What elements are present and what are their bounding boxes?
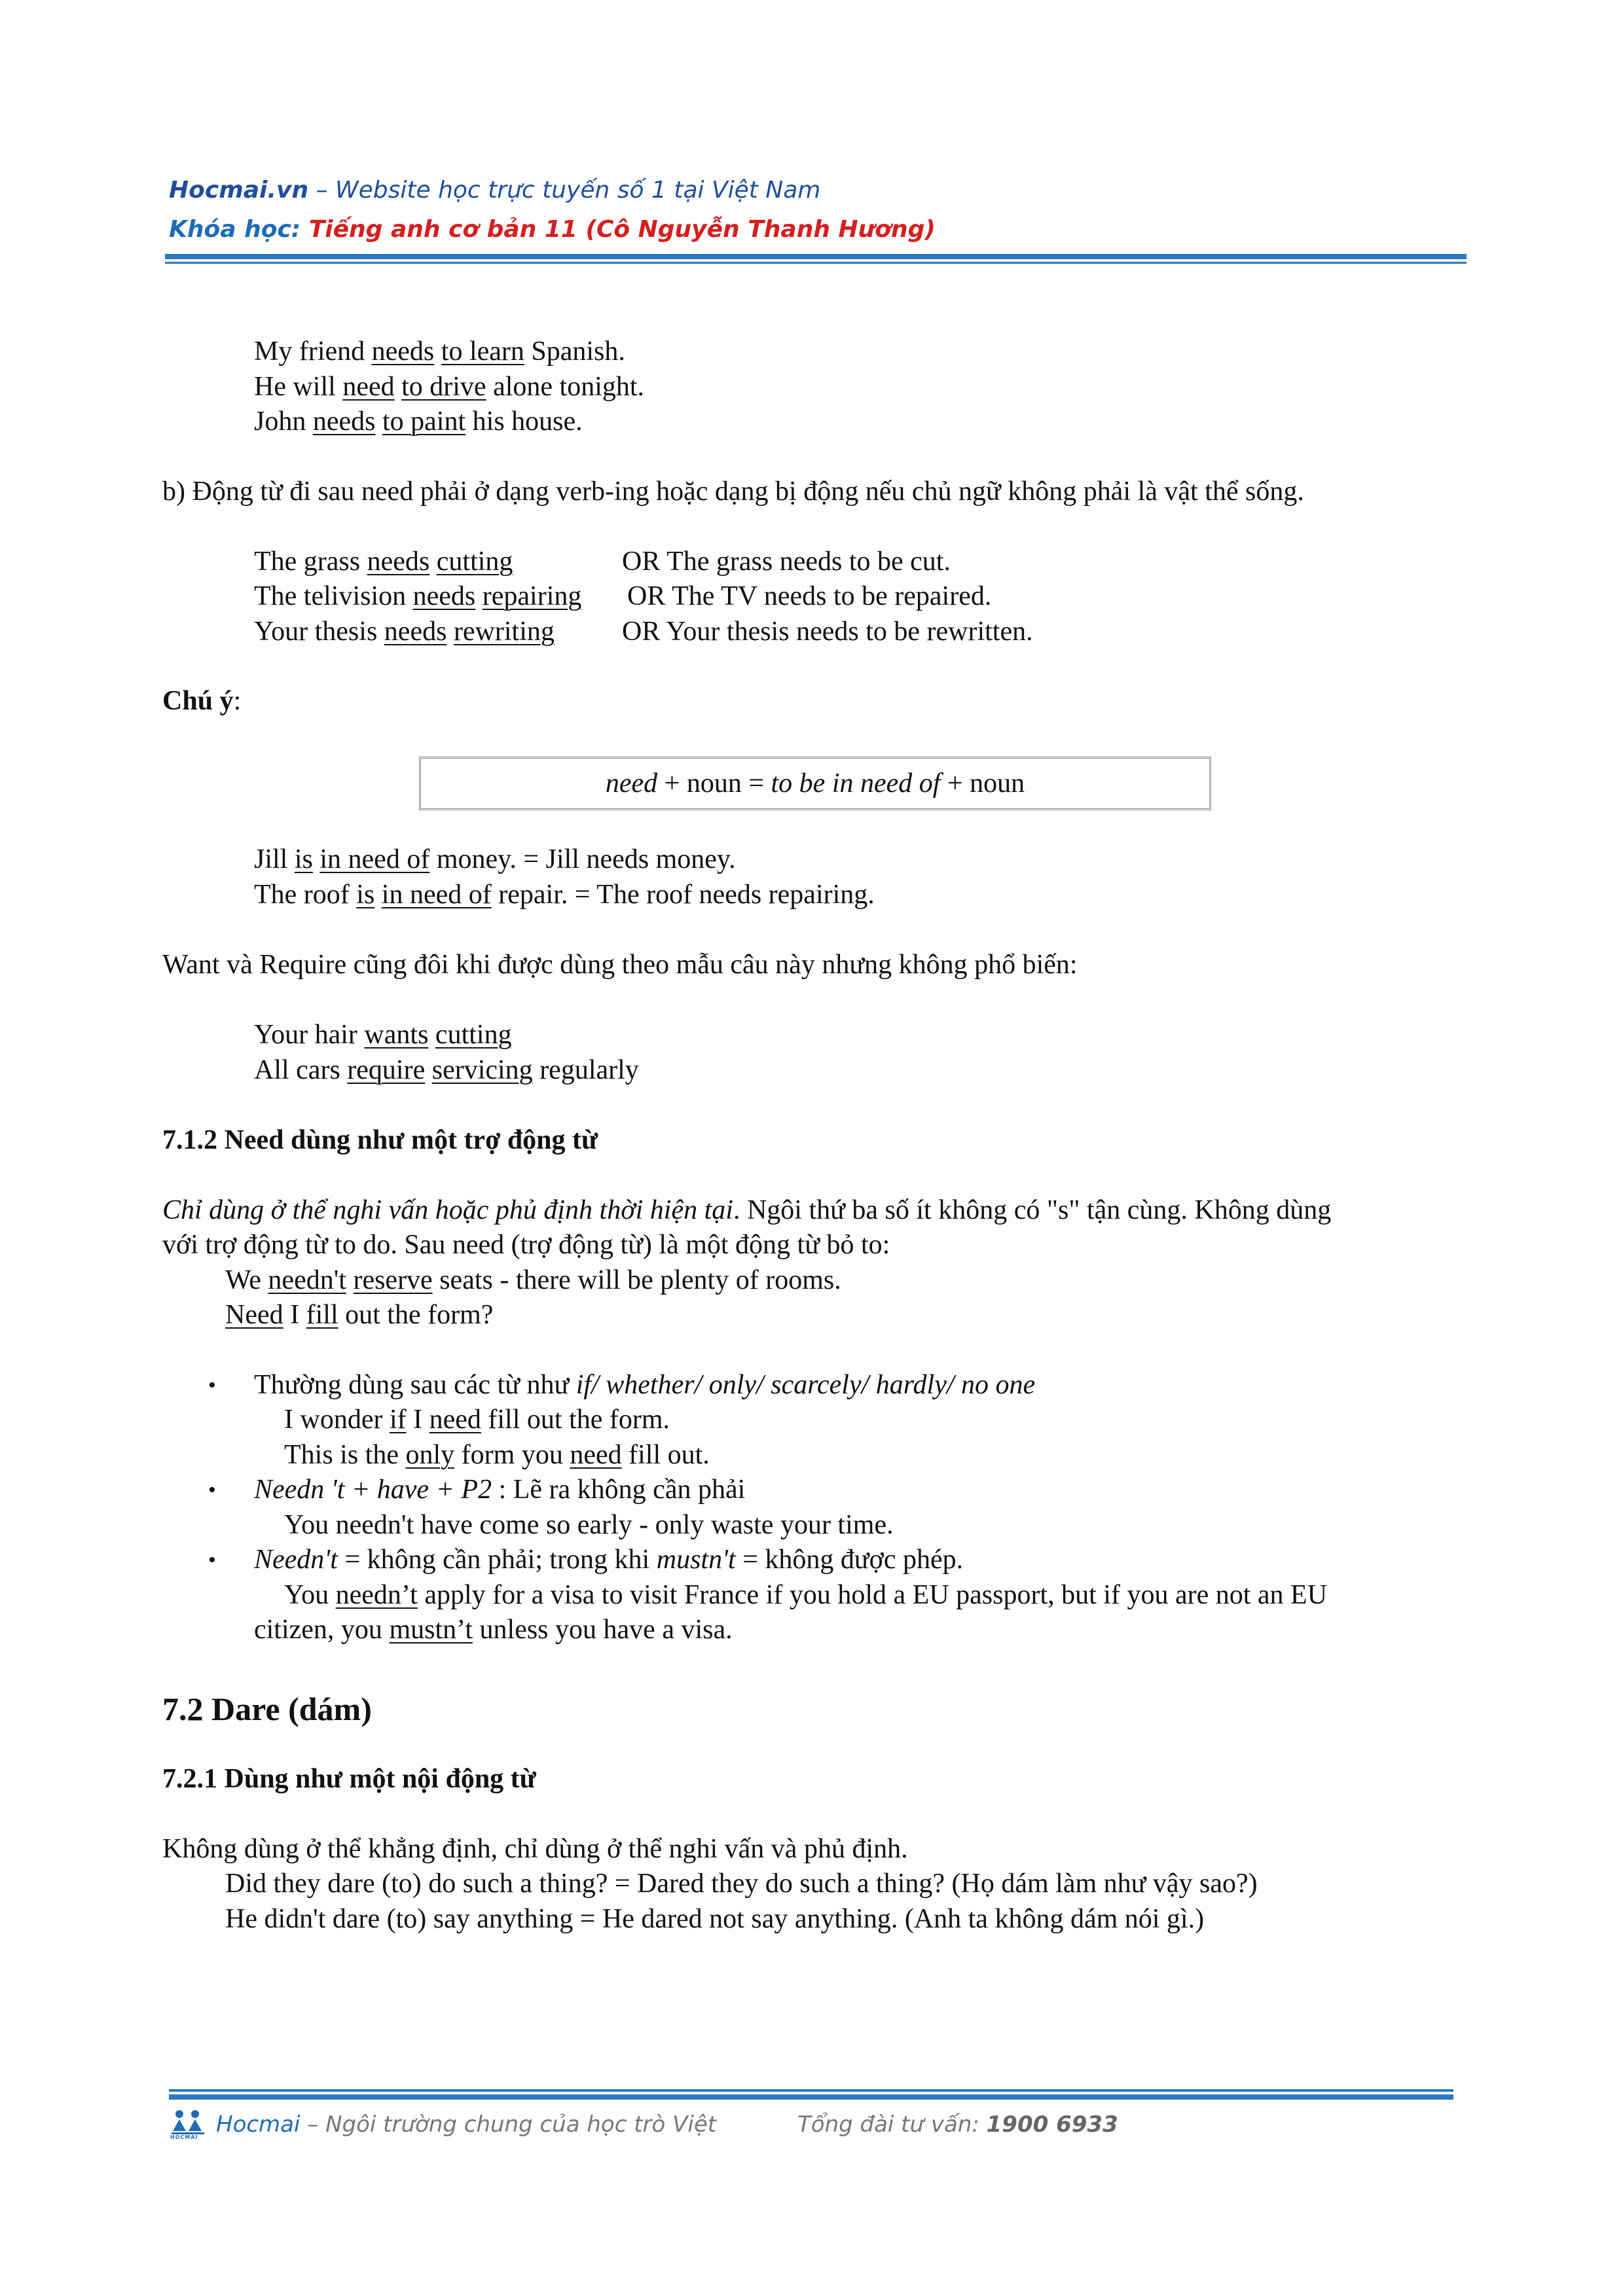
note-label: Chú ý: — [162, 686, 242, 716]
hocmai-logo-icon — [169, 2109, 211, 2140]
header-rule-thin — [165, 262, 1467, 264]
formula-box: need + noun = to be in need of + noun — [419, 757, 1211, 810]
footer-slogan: Hocmai – Ngôi trường chung của học trò Việt — [216, 2111, 717, 2138]
example-alt: OR The TV needs to be repaired. — [627, 581, 992, 611]
example-line: This is the only form you need fill out. — [284, 1440, 710, 1470]
example-line: The roof is in need of repair. = The roof needs repairing. — [254, 880, 875, 910]
example-line: Did they dare (to) do such a thing? = Dared they do such a thing? (Họ dám làm như vậy sao?) — [225, 1869, 1258, 1899]
paragraph-7-1-2: Chỉ dùng ở thể nghi vấn hoặc phủ định thời hiện tại. Ngôi thứ ba số ít không có "s" tận cùng. Không dùng — [162, 1195, 1332, 1225]
footer-hotline: Tổng đài tư vấn: 1900 6933 — [797, 2111, 1118, 2138]
footer-rule-thin — [169, 2089, 1453, 2092]
header-course-line — [169, 216, 936, 243]
example-line: All cars require servicing regularly — [254, 1055, 639, 1085]
bullet-item: Thường dùng sau các từ như if/ whether/ only/ scarcely/ hardly/ no one — [254, 1370, 1036, 1400]
example-line: I wonder if I need fill out the form. — [284, 1405, 670, 1435]
example-line: Your thesis needs rewriting — [254, 617, 555, 647]
example-line: We needn't reserve seats - there will be plenty of rooms. — [225, 1265, 841, 1295]
paragraph-7-2-1: Không dùng ở thể khẳng định, chỉ dùng ở thể nghi vấn và phủ định. — [162, 1834, 908, 1864]
example-alt: OR The grass needs to be cut. — [622, 547, 951, 577]
example-line: The grass needs cutting — [254, 547, 513, 577]
section-heading-7-2-1: 7.2.1 Dùng như một nội động từ — [162, 1764, 536, 1794]
example-line: You needn’t apply for a visa to visit France if you hold a EU passport, but if you are not an EU — [284, 1580, 1328, 1610]
example-alt: OR Your thesis needs to be rewritten. — [622, 617, 1033, 647]
header-site-line — [169, 177, 820, 204]
example-line: citizen, you mustn’t unless you have a visa. — [254, 1615, 733, 1645]
example-line: Your hair wants cutting — [254, 1020, 512, 1050]
example-line: You needn't have come so early - only waste your time. — [284, 1510, 894, 1540]
section-heading-7-2: 7.2 Dare (dám) — [162, 1691, 372, 1727]
example-line: He will need to drive alone tonight. — [254, 372, 645, 402]
paragraph-b: b) Động từ đi sau need phải ở dạng verb-ing hoặc dạng bị động nếu chủ ngữ không phải là vật thể sống. — [162, 476, 1304, 507]
site-tagline: – Website học trực tuyến số 1 tại Việt Nam — [308, 177, 821, 204]
bullet-item: Needn 't + have + P2 : Lẽ ra không cần phải — [254, 1475, 746, 1505]
bullet-icon: • — [208, 1478, 216, 1502]
example-line: Need I fill out the form? — [225, 1300, 494, 1330]
course-label: Khóa học: — [169, 216, 309, 243]
bullet-icon: • — [208, 1373, 216, 1397]
want-paragraph: Want và Require cũng đôi khi được dùng theo mẫu câu này nhưng không phổ biến: — [162, 950, 1078, 980]
course-name: Tiếng anh cơ bản 11 (Cô Nguyễn Thanh Hương) — [308, 216, 936, 243]
example-line: John needs to paint his house. — [254, 406, 583, 437]
example-line: He didn't dare (to) say anything = He dared not say anything. (Anh ta không dám nói gì.) — [225, 1904, 1205, 1934]
logo-text: HOCMAI — [170, 2134, 198, 2140]
paragraph-7-1-2-cont: với trợ động từ to do. Sau need (trợ động từ) là một động từ bỏ to: — [162, 1230, 890, 1260]
header-rule-thick — [165, 254, 1467, 259]
example-line: My friend needs to learn Spanish. — [254, 336, 625, 367]
footer-rule-thick — [169, 2094, 1453, 2100]
example-line: The telivision needs repairing — [254, 581, 582, 611]
bullet-icon: • — [208, 1548, 216, 1572]
bullet-item: Needn't = không cần phải; trong khi mustn't = không được phép. — [254, 1545, 964, 1575]
example-line: Jill is in need of money. = Jill needs money. — [254, 844, 736, 874]
site-name: Hocmai.vn — [169, 177, 309, 204]
section-heading-7-1-2: 7.1.2 Need dùng như một trợ động từ — [162, 1125, 598, 1155]
